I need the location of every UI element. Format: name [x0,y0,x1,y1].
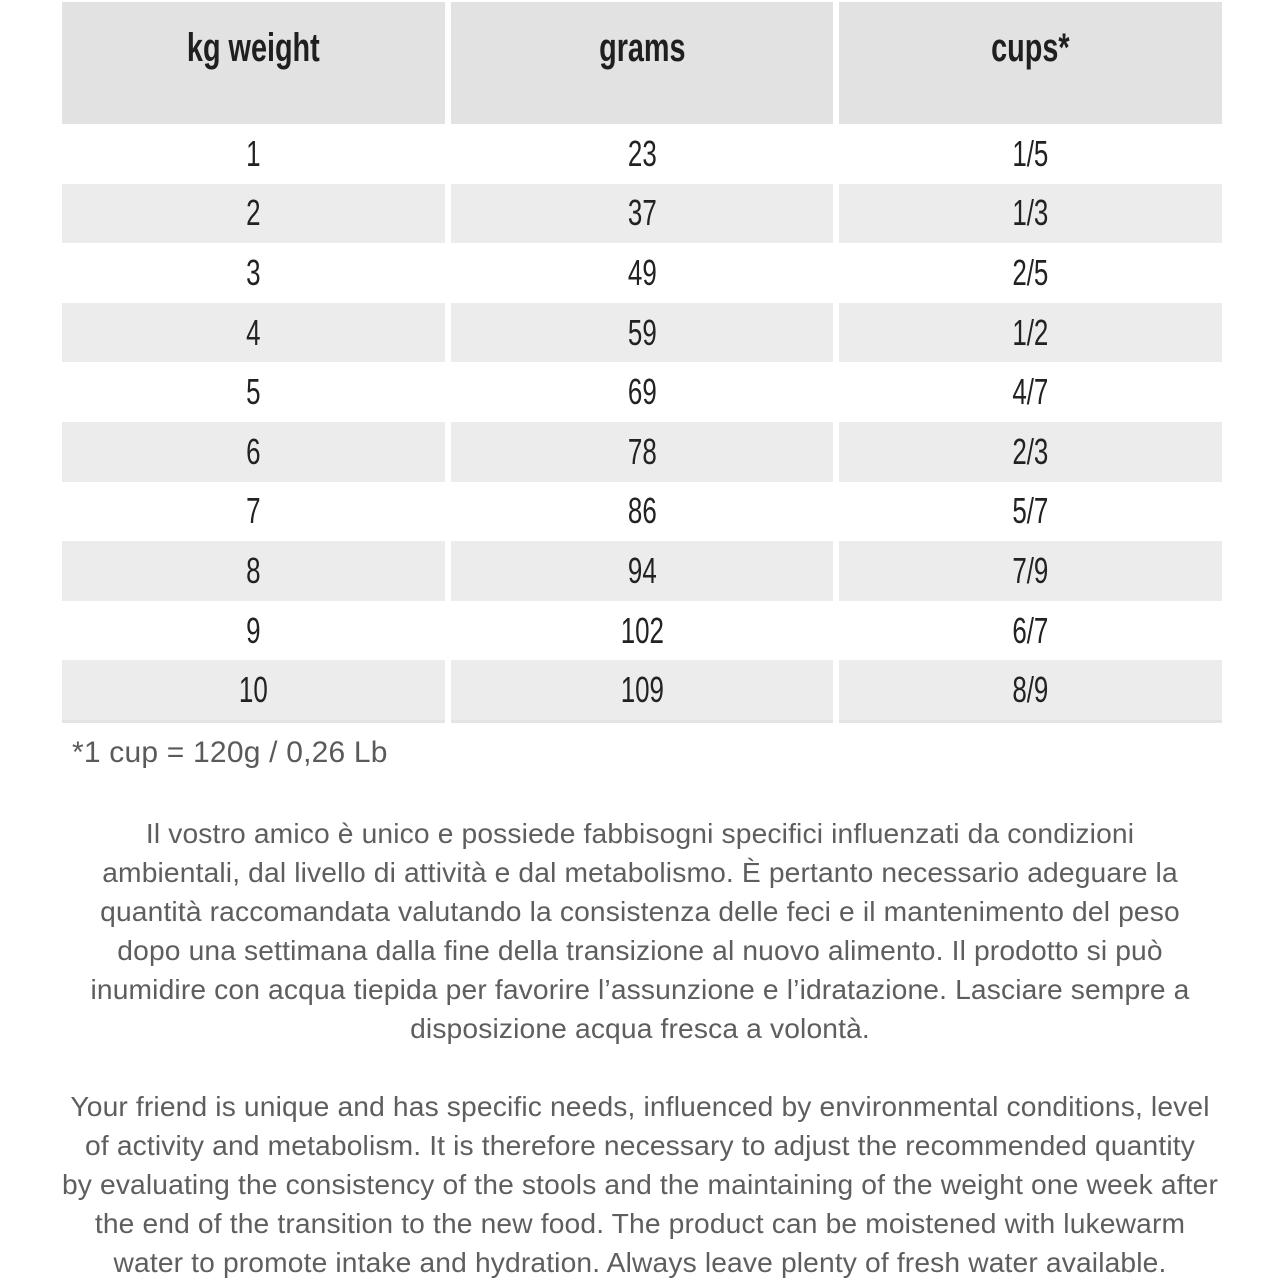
table-cell [839,422,1222,482]
table-cell [839,601,1222,661]
table-cell [62,303,445,363]
table-cell [451,482,834,542]
table-cell [62,482,445,542]
cell-cups: 1/2 [1012,311,1049,353]
table-cell [451,243,834,303]
paragraph-line: disposizione acqua fresca a volontà. [410,1012,870,1044]
table-cell [62,660,445,720]
table-header-row [62,2,1222,124]
table-row [62,124,1222,184]
table-cell [62,184,445,244]
table-cell [451,541,834,601]
cell-cups: 6/7 [1012,609,1049,651]
table-cell [62,422,445,482]
paragraph-line: inumidire con acqua tiepida per favorire l’assunzione e l’idratazione. Lasciare sempre a [90,973,1190,1005]
table-cell [62,243,445,303]
table-row [62,601,1222,661]
cell-grams: 37 [627,192,657,234]
cell-cups: 1/5 [1012,132,1049,174]
table-row [62,184,1222,244]
cell-grams: 69 [627,371,657,413]
header-cell-kg [62,2,445,124]
cell-grams: 102 [620,609,664,651]
cell-grams: 94 [627,549,657,591]
cell-kg: 9 [246,609,261,651]
table-row [62,541,1222,601]
table-cell [839,303,1222,363]
paragraph-line: Il vostro amico è unico e possiede fabbisogni specifici influenzati da condizioni [145,817,1135,849]
cell-grams: 23 [627,132,657,174]
table-row [62,243,1222,303]
header-kg-weight: kg weight [186,26,320,70]
table-cell [451,303,834,363]
feeding-table [62,2,1222,723]
cell-cups: 4/7 [1012,371,1049,413]
header-cell-grams [451,2,834,124]
header-cups: cups* [991,26,1070,70]
table-cell [839,541,1222,601]
table-cell [451,184,834,244]
paragraph-line: of activity and metabolism. It is therefore necessary to adjust the recommended quantity [85,1129,1195,1161]
cell-kg: 8 [246,549,261,591]
rule-segment [839,720,1222,723]
cell-cups: 1/3 [1012,192,1049,234]
table-row [62,362,1222,422]
cell-kg: 2 [246,192,261,234]
table-cell [839,660,1222,720]
table-cell [62,601,445,661]
cell-kg: 6 [246,430,261,472]
cell-kg: 1 [246,132,261,174]
paragraph-line: quantità raccomandata valutando la consistenza delle feci e il mantenimento del peso [100,895,1180,927]
paragraph-line: ambientali, dal livello di attività e dal metabolismo. È pertanto necessario adeguare la [102,856,1178,888]
table-cell [839,362,1222,422]
paragraph-line: dopo una settimana dalla fine della transizione al nuovo alimento. Il prodotto si può [117,934,1163,966]
table-cell [62,362,445,422]
italian-feeding-note [0,814,1280,1048]
cell-cups: 5/7 [1012,490,1049,532]
cell-cups: 2/3 [1012,430,1049,472]
table-cell [451,124,834,184]
cell-kg: 5 [246,371,261,413]
cell-cups: 7/9 [1012,549,1049,591]
cell-grams: 86 [627,490,657,532]
cell-grams: 49 [627,251,657,293]
rule-segment [451,720,834,723]
table-cell [62,124,445,184]
table-row [62,422,1222,482]
table-cell [451,660,834,720]
table-cell [451,601,834,661]
table-bottom-rule [62,720,1222,723]
table-row [62,482,1222,542]
cell-grams: 78 [627,430,657,472]
rule-segment [62,720,445,723]
header-grams: grams [598,26,686,70]
cell-grams: 109 [620,669,664,711]
paragraph-line: Your friend is unique and has specific needs, influenced by environmental conditions, level [70,1090,1210,1122]
table-cell [62,541,445,601]
table-cell [839,243,1222,303]
table-cell [839,124,1222,184]
cell-cups: 8/9 [1012,669,1049,711]
english-feeding-note [0,1087,1280,1282]
table-cell [451,422,834,482]
table-row [62,660,1222,720]
cell-kg: 10 [238,669,268,711]
table-cell [839,184,1222,244]
table-cell [839,482,1222,542]
cell-cups: 2/5 [1012,251,1049,293]
table-cell [451,362,834,422]
paragraph-line: by evaluating the consistency of the stools and the maintaining of the weight one week after [61,1168,1219,1200]
cup-conversion-footnote: *1 cup = 120g / 0,26 Lb [72,736,388,769]
cell-kg: 7 [246,490,261,532]
header-cell-cups [839,2,1222,124]
cell-kg: 4 [246,311,261,353]
cell-grams: 59 [627,311,657,353]
cell-kg: 3 [246,251,261,293]
table-row [62,303,1222,363]
paragraph-line: water to promote intake and hydration. Always leave plenty of fresh water available. [113,1246,1167,1278]
paragraph-line: the end of the transition to the new food. The product can be moistened with lukewarm [94,1207,1186,1239]
